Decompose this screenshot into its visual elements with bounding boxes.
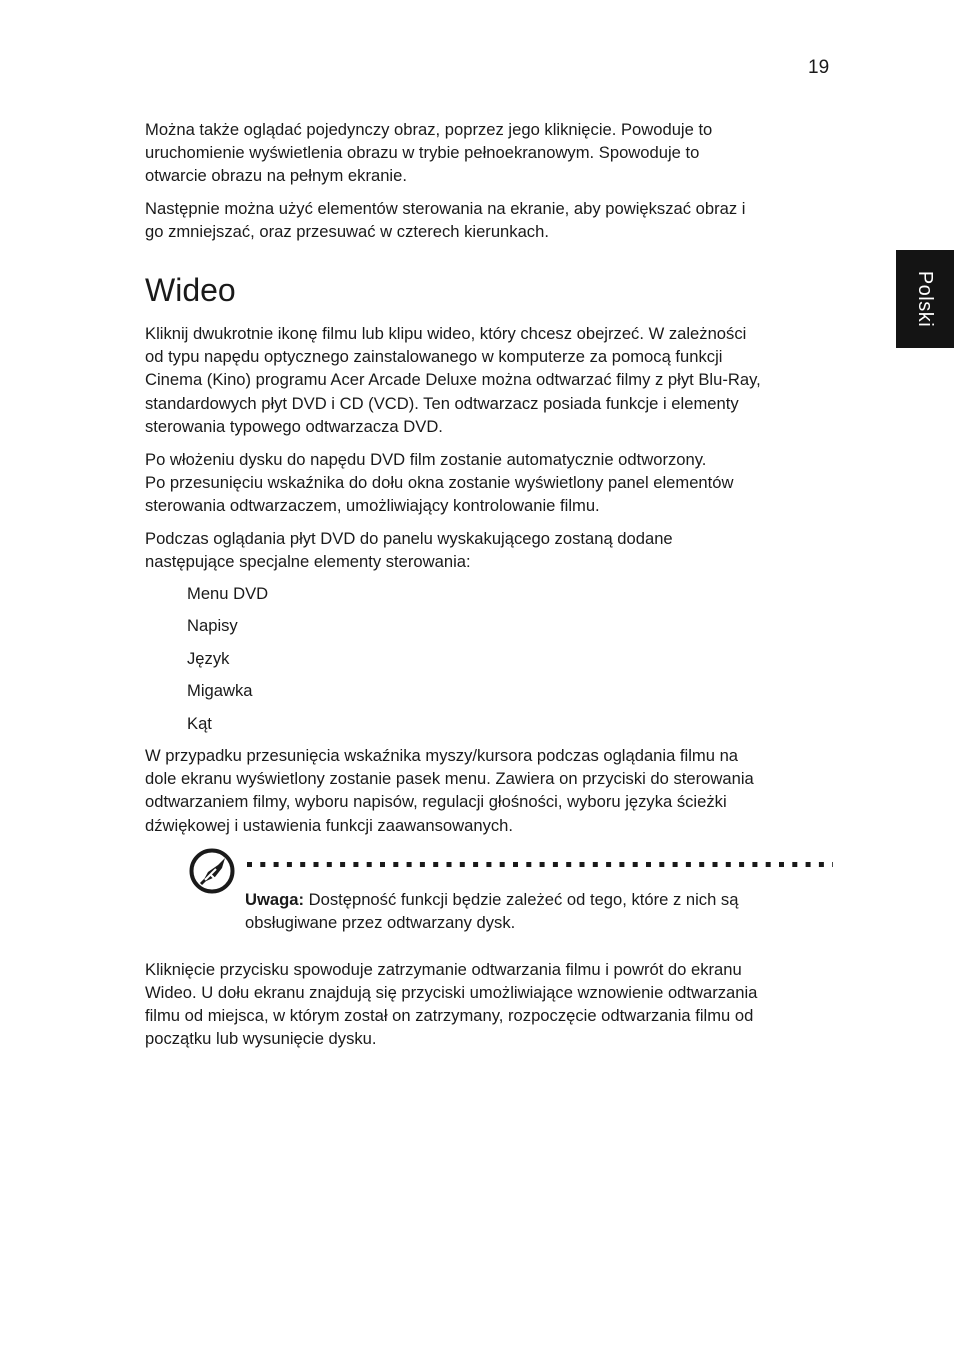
video-paragraph-4 [145, 744, 837, 837]
text-line: otwarcie obrazu na pełnym ekranie. [145, 166, 407, 186]
list-item: Migawka [187, 681, 253, 701]
intro-paragraph-2 [145, 197, 837, 243]
note-box [145, 848, 837, 944]
list-item: Kąt [187, 713, 212, 733]
dvd-controls-list [145, 582, 837, 735]
text-line: Podczas oglądania płyt DVD do panelu wyskakującego zostaną dodane [145, 528, 673, 548]
list-item: Napisy [187, 616, 238, 636]
text-line: następujące specjalne elementy sterowania: [145, 551, 471, 571]
note-text [245, 888, 825, 934]
list-item: Menu DVD [187, 584, 269, 604]
text-line: dźwiękowej i ustawienia funkcji zaawansowanych. [145, 815, 514, 835]
section-title: Wideo [145, 272, 236, 309]
note-line-2: obsługiwane przez odtwarzany dysk. [245, 913, 516, 933]
note-icon [189, 848, 235, 894]
list-item: Język [187, 648, 230, 668]
text-line: Kliknięcie przycisku spowoduje zatrzymanie odtwarzania filmu i powrót do ekranu [145, 959, 742, 979]
intro-paragraph-1 [145, 118, 837, 188]
note-dotted-rule [247, 862, 833, 867]
text-line: uruchomienie wyświetlenia obrazu w trybie pełnoekranowym. Spowoduje to [145, 143, 700, 163]
note-line-1: Dostępność funkcji będzie zależeć od tego, które z nich są [304, 889, 739, 909]
text-line: Wideo. U dołu ekranu znajdują się przyciski umożliwiające wznowienie odtwarzania [145, 983, 758, 1003]
text-line: odtwarzaniem filmy, wyboru napisów, regulacji głośności, wyboru języka ścieżki [145, 792, 727, 812]
text-line: sterowania typowego odtwarzacza DVD. [145, 416, 443, 436]
language-side-tab [896, 250, 954, 348]
text-line: dole ekranu wyświetlony zostanie pasek menu. Zawiera on przyciski do sterowania [145, 769, 754, 789]
video-paragraph-2 [145, 448, 837, 518]
text-line: Następnie można użyć elementów sterowania na ekranie, aby powiększać obraz i [145, 198, 746, 218]
text-line: sterowania odtwarzaczem, umożliwiający kontrolowanie filmu. [145, 496, 600, 516]
video-paragraph-5 [145, 958, 837, 1051]
text-line: Po przesunięciu wskaźnika do dołu okna zostanie wyświetlony panel elementów [145, 473, 734, 493]
text-line: standardowych płyt DVD i CD (VCD). Ten odtwarzacz posiada funkcje i elementy [145, 393, 739, 413]
text-line: początku lub wysunięcie dysku. [145, 1029, 377, 1049]
text-line: od typu napędu optycznego zainstalowanego w komputerze za pomocą funkcji [145, 347, 723, 367]
text-line: Cinema (Kino) programu Acer Arcade Deluxe można odtwarzać filmy z płyt Blu-Ray, [145, 370, 761, 390]
page-number: 19 [808, 57, 830, 78]
side-tab-label: Polski [914, 270, 936, 328]
text-line: filmu od miejsca, w którym został on zatrzymany, rozpoczęcie odtwarzania filmu od [145, 1006, 754, 1026]
text-line: go zmniejszać, oraz przesuwać w czterech kierunkach. [145, 221, 549, 241]
text-line: W przypadku przesunięcia wskaźnika myszy/kursora podczas oglądania filmu na [145, 746, 739, 765]
video-paragraph-1 [145, 322, 837, 438]
text-line: Można także oglądać pojedynczy obraz, poprzez jego kliknięcie. Powoduje to [145, 120, 713, 139]
note-label: Uwaga: [245, 889, 305, 909]
video-paragraph-3 [145, 527, 837, 573]
text-line: Kliknij dwukrotnie ikonę filmu lub klipu wideo, który chcesz obejrzeć. W zależności [145, 324, 747, 344]
page-content [145, 118, 837, 1051]
text-line: Po włożeniu dysku do napędu DVD film zostanie automatycznie odtworzony. [145, 450, 707, 470]
